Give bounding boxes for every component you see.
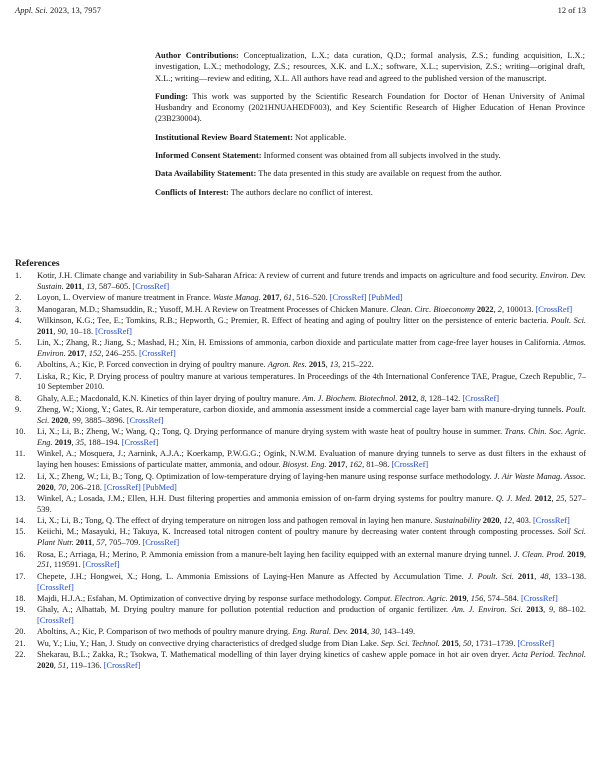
reference-year: 2014 (350, 627, 367, 637)
reference-text: Winkel, A.; Mosquera, J.; Aarnink, A.J.A.; Koerkamp, P.W.G.G.; Ogink, N.W.M. Evaluation of manure drying tunnels to serve as dust filters in the exhaust of laying hen houses: Emissions of particulate matter, ammonia, and odour. Biosyst. Eng. 2017, 162, 81–98. [CrossRef] (37, 449, 586, 470)
reference-journal: Atmos. Environ. (37, 338, 586, 358)
reference-pages: , 516–520. (292, 293, 328, 303)
reference-pages: , 81–98. (362, 460, 390, 470)
reference-number: 14. (15, 516, 26, 526)
reference-year: 2017 (262, 293, 280, 303)
reference-year: 2022 (476, 304, 494, 314)
reference-journal: Trans. Chin. Soc. Agric. Eng. (37, 427, 586, 448)
reference-volume: 61 (283, 293, 293, 303)
reference-year: 2011 (37, 326, 54, 336)
reference-authors-title: Rosa, E.; Arriaga, H.; Merino, P. Ammonia emission from a manure-belt laying hen facility equipped with an external manure drying tunnel. (37, 549, 512, 559)
reference-number: 10. (15, 427, 26, 437)
reference-number: 2. (15, 293, 22, 303)
reference-text: Loyon, L. Overview of manure treatment in France. Waste Manag. 2017, 61, 516–520. [CrossRef] [PubMed] (37, 293, 403, 303)
crossref-link[interactable]: [CrossRef] (126, 415, 164, 425)
statement-paragraph (155, 91, 585, 125)
reference-year: 2017 (328, 460, 346, 470)
reference-volume: 8 (420, 393, 425, 403)
reference-year: 2011 (75, 538, 93, 548)
reference-text: Aboltins, A.; Kic, P. Comparison of two methods of poultry manure drying. Eng. Rural. Dev. 2014, 30, 143–149. (37, 627, 416, 637)
reference-pages: , 527–539. (37, 493, 587, 514)
reference-number: 9. (15, 405, 22, 414)
reference-volume: 99 (72, 415, 81, 425)
statement-paragraph (155, 150, 585, 161)
reference-pages: , 133–138. (548, 571, 587, 581)
reference-item (15, 405, 586, 427)
reference-text: Manogaran, M.D.; Shamsuddin, R.; Yusoff, M.H. A Review on Treatment Processes of Chicken Manure. Clean. Circ. Bioeconomy 2022, 2, 100013. [CrossRef] (37, 304, 573, 314)
reference-volume: 35 (75, 438, 84, 448)
reference-authors-title: Winkel, A.; Mosquera, J.; Aarnink, A.J.A.; Koerkamp, P.W.G.G.; Ogink, N.W.M. Evaluation of manure drying tunnels to serve as dust filters in the exhaust of laying hen houses: Emissions of particulate matter, ammonia, and odour. (37, 449, 586, 470)
reference-journal: Poult. Sci. (37, 405, 587, 425)
reference-pages: , 100013. (501, 304, 534, 314)
reference-number: 15. (15, 527, 26, 537)
reference-pages: , 206–218. (66, 482, 102, 492)
reference-number: 17. (15, 571, 26, 581)
reference-volume: 57 (96, 538, 105, 548)
reference-volume: 51 (57, 660, 67, 670)
reference-journal: Q. J. Med. (495, 493, 533, 503)
reference-number: 11. (15, 449, 26, 459)
reference-pages: , 10–18. (65, 326, 94, 336)
reference-number: 22. (15, 650, 26, 660)
reference-volume: 2 (497, 304, 502, 314)
reference-authors-title: Li, X.; Li, B.; Zheng, W.; Wang, Q.; Tong, Q. Drying performance of manure drying system with waste heat of poultry house in summer. (37, 427, 503, 437)
reference-authors-title: Shekarau, B.L.; Zakka, R.; Tsokwa, T. Mathematical modelling of thin layer drying kinetics of cashew apple pomace in hot air oven dryer. (37, 650, 510, 660)
reference-volume: 30 (371, 627, 380, 637)
reference-item (15, 627, 586, 638)
reference-pages: , 188–194. (84, 438, 120, 448)
reference-journal: Environ. Dev. Sustain. (37, 271, 586, 291)
crossref-link[interactable]: [CrossRef] (535, 304, 573, 314)
crossref-link[interactable]: [CrossRef] (103, 660, 141, 670)
reference-authors-title: Aboltins, A.; Kic, P. Comparison of two methods of poultry manure drying. (37, 627, 291, 637)
reference-text: Ghaly, A.; Alhattab, M. Drying poultry manure for pollution potential reduction and production of organic fertilizer. Am. J. Environ. Sci. 2013, 9, 88–102. [CrossRef] (37, 605, 586, 626)
reference-year: 2013 (526, 605, 544, 615)
statement-paragraph (155, 50, 585, 84)
reference-text: Winkel, A.; Losada, J.M.; Ellen, H.H. Dust filtering properties and ammonia emission of on-farm drying systems for poultry manure. Q. J. Med. 2012, 25, 527–539. (37, 493, 587, 514)
reference-item (15, 293, 586, 304)
reference-authors-title: Keiichi, M.; Masayuki, H.; Takuya, K. Increased total nitrogen content of poultry manure by decreasing water content through composting processes. (37, 527, 555, 537)
reference-volume: 152 (88, 348, 102, 358)
reference-item (15, 650, 586, 672)
reference-number: 7. (15, 371, 22, 381)
reference-number: 21. (15, 638, 26, 648)
reference-item (15, 360, 586, 371)
reference-year: 2017 (67, 348, 85, 358)
reference-journal: Waste Manag. (213, 293, 261, 303)
reference-authors-title: Ghaly, A.; Alhattab, M. Drying poultry manure for pollution potential reduction and production of organic fertilizer. (37, 605, 449, 615)
reference-item (15, 449, 586, 471)
reference-journal: J. Clean. Prod. (513, 549, 565, 559)
reference-pages: , 403. (512, 516, 531, 526)
statement-text: This work was supported by the Scientific Research Foundation for Doctor of Henan University of Animal Husbandry and Economy (2021HNUAHEDF003), and Key Scientific Research of Higher Education of Henan Province (23B230004). (155, 91, 585, 124)
statement-paragraph (155, 168, 585, 179)
reference-journal: Sustainability (434, 516, 481, 526)
reference-authors-title: Manogaran, M.D.; Shamsuddin, R.; Yusoff, M.H. A Review on Treatment Processes of Chicken Manure. (37, 304, 389, 314)
crossref-link[interactable]: [CrossRef] (391, 460, 429, 470)
reference-text (37, 372, 586, 394)
reference-text: Lin, X.; Zhang, R.; Jiang, S.; Mashad, H.; Xin, H. Emissions of ammonia, carbon dioxide and particulate matter from cage-free layer houses in California. Atmos. Environ. 2017, 152, 246–255. [CrossRef] (37, 338, 586, 358)
reference-volume: 156 (470, 593, 484, 603)
reference-volume: 13 (86, 281, 95, 291)
reference-journal: Clean. Circ. Bioeconomy (390, 304, 475, 314)
reference-text: Majdi, H.J.A.; Esfahan, M. Optimization of convective drying by response surface methodology. Comput. Electron. Agric. 2019, 156, 574–584. [CrossRef] (37, 593, 558, 603)
reference-item (15, 572, 586, 594)
reference-journal: Poult. Sci. (550, 315, 586, 325)
reference-authors-title: Liska, R.; Kic, P. Drying process of poultry manure at various temperatures. In Proceedings of the 4th International Conference TAE, Prague, Czech Republic, 7–10 September 2010. (37, 371, 586, 392)
reference-number: 4. (15, 315, 22, 325)
reference-item (15, 472, 586, 494)
crossref-link[interactable]: [CrossRef] (82, 560, 120, 570)
reference-year: 2015 (442, 638, 459, 648)
reference-pages: , 1731–1739. (471, 638, 516, 648)
reference-journal: Eng. Rural. Dev. (292, 627, 349, 637)
reference-volume: 50 (462, 638, 472, 648)
reference-pages: , 143–149. (379, 627, 416, 637)
reference-pages: , 128–142. (424, 393, 461, 403)
page-number: 12 of 13 (557, 5, 586, 15)
reference-volume: 13 (329, 360, 339, 370)
reference-item (15, 316, 586, 338)
reference-item (15, 427, 586, 449)
reference-number: 1. (15, 271, 22, 280)
reference-year: 2011 (65, 281, 83, 291)
reference-journal: J. Poult. Sci. (467, 571, 514, 581)
reference-text: Zheng, W.; Xiong, Y.; Gates, R. Air temperature, carbon dioxide, and ammonia assessment inside a commercial cage layer barn with manure-drying tunnels. Poult. Sci. 2020, 99, 3885–3896. [CrossRef] (37, 405, 587, 425)
reference-authors-title: Kotir, J.H. Climate change and variability in Sub-Saharan Africa: A review of current and future trends and impacts on agriculture and food security. (37, 271, 538, 280)
reference-number: 6. (15, 360, 22, 370)
statement-paragraph (155, 187, 585, 198)
crossref-link[interactable]: [CrossRef] (329, 293, 367, 303)
reference-authors-title: Ghaly, A.E.; Macdonald, K.N. Kinetics of thin layer drying of poultry manure. (37, 393, 301, 403)
reference-item (15, 639, 586, 650)
reference-journal: J. Air Waste Manag. Assoc. (493, 471, 587, 481)
reference-text: Keiichi, M.; Masayuki, H.; Takuya, K. Increased total nitrogen content of poultry manure by decreasing water content through composting processes. Soil Sci. Plant Nutr. 2011, 57, 705–709. [CrossRef] (37, 527, 586, 548)
reference-pages: , 587–605. (94, 281, 131, 291)
running-header-journal: Appl. Sci. 2023, 13, 7957 (15, 5, 101, 15)
statement-label: Institutional Review Board Statement: (155, 132, 293, 142)
reference-item (15, 494, 586, 516)
crossref-link[interactable]: [CrossRef] (104, 482, 141, 492)
reference-journal: Comput. Electron. Agric. (363, 593, 448, 603)
statement-label: Data Availability Statement: (155, 169, 257, 179)
reference-year: 2019 (54, 438, 72, 448)
reference-text: Li, X.; Li, B.; Tong, Q. The effect of drying temperature on nitrogen loss and pathogen removal in laying hen manure. Sustainability 2020, 12, 403. [CrossRef] (37, 516, 570, 526)
reference-journal: Agron. Res. (267, 360, 307, 370)
reference-number: 12. (15, 471, 26, 481)
statement-text: Informed consent was obtained from all subjects involved in the study. (261, 151, 501, 161)
crossref-link[interactable]: [CrossRef] (95, 326, 132, 336)
reference-authors-title: Li, X.; Li, B.; Tong, Q. The effect of drying temperature on nitrogen loss and pathogen removal in laying hen manure. (37, 516, 433, 526)
reference-authors-title: Wilkinson, K.G.; Tee, E.; Tomkins, R.B.; Hepworth, G.; Premier, R. Effect of heating and aging of poultry litter on the persistence of enteric bacteria. (37, 315, 549, 325)
reference-text: Kotir, J.H. Climate change and variability in Sub-Saharan Africa: A review of current and future trends and impacts on agriculture and food security. Environ. Dev. Sustain. 2011, 13, 587–605. [CrossRef] (37, 271, 586, 291)
reference-journal: Acta Period. Technol. (512, 650, 586, 660)
reference-text: Chepete, J.H.; Hongwei, X.; Hong, L. Ammonia Emissions of Laying-Hen Manure as Affected by Accumulation Time. J. Poult. Sci. 2011, 48, 133–138. [CrossRef] (37, 571, 587, 592)
statement-text: The authors declare no conflict of interest. (228, 187, 373, 197)
reference-pages: , 246–255. (101, 348, 137, 358)
references-heading: References (15, 258, 60, 269)
crossref-link[interactable]: [CrossRef] (121, 438, 159, 448)
statement-label: Funding: (155, 91, 189, 101)
reference-text: Rosa, E.; Arriaga, H.; Merino, P. Ammonia emission from a manure-belt laying hen facility equipped with an external manure drying tunnel. J. Clean. Prod. 2019, 251, 119591. [CrossRef] (37, 549, 587, 570)
crossref-link[interactable]: [CrossRef] (142, 538, 180, 548)
reference-number: 16. (15, 549, 26, 559)
reference-authors-title: Winkel, A.; Losada, J.M.; Ellen, H.H. Dust filtering properties and ammonia emission of on-farm drying systems for poultry manure. (37, 493, 494, 503)
reference-journal: Am. J. Biochem. Biotechnol. (302, 393, 398, 403)
reference-pages: , 119–136. (66, 660, 102, 670)
reference-text: Wilkinson, K.G.; Tee, E.; Tomkins, R.B.; Hepworth, G.; Premier, R. Effect of heating and aging of poultry litter on the persistence of enteric bacteria. Poult. Sci. 2011, 90, 10–18. [CrossRef] (37, 315, 586, 336)
statement-text: Conceptualization, L.X.; data curation, Q.D.; formal analysis, Z.S.; funding acquisition, L.X.; investigation, L.X.; methodology, Z.S.; resources, X.K. and L.X.; software, X.L.; supervision, Z.S.; writing—original draft, X.L.; writing—review and editing, X.L. All authors have read and agreed to the published version of the manuscript. (155, 51, 585, 83)
reference-number: 8. (15, 393, 22, 403)
reference-journal: Soil Sci. Plant Nutr. (37, 527, 586, 548)
reference-volume: 90 (57, 326, 66, 336)
reference-pages: , 88–102. (553, 605, 586, 615)
reference-year: 2012 (534, 493, 552, 503)
reference-volume: 25 (556, 493, 565, 503)
reference-volume: 70 (57, 482, 67, 492)
crossref-link[interactable]: [CrossRef] (520, 593, 558, 603)
reference-year: 2020 (37, 660, 54, 670)
reference-year: 2020 (482, 516, 500, 526)
reference-item (15, 527, 586, 549)
reference-text: Li, X.; Li, B.; Zheng, W.; Wang, Q.; Tong, Q. Drying performance of manure drying system with waste heat of poultry house in summer. Trans. Chin. Soc. Agric. Eng. 2019, 35, 188–194. [CrossRef] (37, 427, 586, 448)
reference-authors-title: Li, X.; Zheng, W.; Li, B.; Tong, Q. Optimization of low-temperature drying of laying-hen manure using response surface methodology. (37, 471, 492, 481)
reference-text: Aboltins, A.; Kic, P. Forced convection in drying of poultry manure. Agron. Res. 2015, 13, 215–222. (37, 360, 374, 370)
reference-text: Wu, Y.; Liu, Y.; Han, J. Study on convective drying characteristics of dredged sludge from Dian Lake. Sep. Sci. Technol. 2015, 50, 1731–1739. [CrossRef] (37, 638, 555, 648)
reference-year: 2011 (517, 571, 535, 581)
reference-item (15, 594, 586, 605)
reference-pages: , 574–584. (483, 593, 519, 603)
statement-text: The data presented in this study are available on request from the author. (256, 169, 502, 179)
reference-number: 5. (15, 338, 22, 347)
reference-journal: Biosyst. Eng. (282, 460, 327, 470)
statement-label: Informed Consent Statement: (155, 151, 262, 161)
reference-volume: 12 (503, 516, 513, 526)
reference-pages: , 215–222. (338, 360, 374, 370)
reference-pages: , 3885–3896. (80, 415, 125, 425)
pubmed-link[interactable]: [PubMed] (368, 293, 403, 303)
reference-year: 2015 (308, 360, 326, 370)
reference-volume: 251 (37, 560, 50, 570)
crossref-link[interactable]: [CrossRef] (37, 616, 74, 626)
reference-authors-title: Aboltins, A.; Kic, P. Forced convection in drying of poultry manure. (37, 360, 266, 370)
pubmed-link[interactable]: [PubMed] (142, 482, 177, 492)
reference-authors-title: Chepete, J.H.; Hongwei, X.; Hong, L. Ammonia Emissions of Laying-Hen Manure as Affected by Accumulation Time. (37, 571, 464, 581)
reference-year: 2020 (37, 482, 54, 492)
reference-text: Shekarau, B.L.; Zakka, R.; Tsokwa, T. Mathematical modelling of thin layer drying kinetics of cashew apple pomace in hot air oven dryer. Acta Period. Technol. 2020, 51, 119–136. [CrossRef] (37, 650, 586, 670)
reference-text: Ghaly, A.E.; Macdonald, K.N. Kinetics of thin layer drying of poultry manure. Am. J. Biochem. Biotechnol. 2012, 8, 128–142. [CrossRef] (37, 393, 500, 403)
reference-authors-title: Majdi, H.J.A.; Esfahan, M. Optimization of convective drying by response surface methodology. (37, 593, 362, 603)
crossref-link[interactable]: [CrossRef] (462, 393, 500, 403)
reference-year: 2019 (567, 549, 584, 559)
reference-journal: Am. J. Environ. Sci. (451, 605, 523, 615)
reference-number: 19. (15, 605, 26, 615)
crossref-link[interactable]: [CrossRef] (37, 582, 74, 592)
reference-item (15, 550, 586, 572)
reference-item (15, 605, 586, 627)
reference-authors-title: Wu, Y.; Liu, Y.; Han, J. Study on convective drying characteristics of dredged sludge from Dian Lake. (37, 638, 379, 648)
reference-authors-title: Zheng, W.; Xiong, Y.; Gates, R. Air temperature, carbon dioxide, and ammonia assessment inside a commercial cage layer barn with manure-drying tunnels. (37, 405, 564, 414)
reference-volume: 48 (540, 571, 549, 581)
reference-number: 3. (15, 304, 22, 314)
crossref-link[interactable]: [CrossRef] (139, 348, 176, 358)
crossref-link[interactable]: [CrossRef] (533, 516, 570, 526)
reference-authors-title: Loyon, L. Overview of manure treatment in France. (37, 293, 211, 303)
reference-authors-title: Lin, X.; Zhang, R.; Jiang, S.; Mashad, H.; Xin, H. Emissions of ammonia, carbon dioxide and particulate matter from cage-free layer houses in California. (37, 338, 561, 347)
reference-volume: 162 (349, 460, 363, 470)
reference-item (15, 394, 586, 405)
reference-item (15, 338, 586, 360)
reference-number: 13. (15, 493, 26, 503)
reference-item (15, 271, 586, 293)
reference-item (15, 305, 586, 316)
statement-label: Conflicts of Interest: (155, 187, 229, 197)
reference-year: 2020 (51, 415, 69, 425)
reference-year: 2019 (449, 593, 467, 603)
reference-journal: Sep. Sci. Technol. (380, 638, 440, 648)
reference-volume: 9 (548, 605, 554, 615)
reference-pages: , 119591. (49, 560, 81, 570)
back-matter-statements (155, 50, 585, 205)
statement-text: Not applicable. (292, 132, 347, 142)
reference-number: 18. (15, 593, 26, 603)
crossref-link[interactable]: [CrossRef] (132, 281, 170, 291)
reference-number: 20. (15, 627, 26, 637)
reference-pages: , 705–709. (104, 538, 141, 548)
statement-label: Author Contributions: (155, 51, 239, 60)
crossref-link[interactable]: [CrossRef] (517, 638, 555, 648)
statement-paragraph (155, 132, 585, 143)
reference-year: 2012 (399, 393, 417, 403)
references-list (15, 271, 586, 672)
reference-item (15, 372, 586, 394)
reference-item (15, 516, 586, 527)
reference-text: Li, X.; Zheng, W.; Li, B.; Tong, Q. Optimization of low-temperature drying of laying-hen manure using response surface methodology. J. Air Waste Manag. Assoc. 2020, 70, 206–218. [CrossRef] [PubMed] (37, 471, 587, 492)
